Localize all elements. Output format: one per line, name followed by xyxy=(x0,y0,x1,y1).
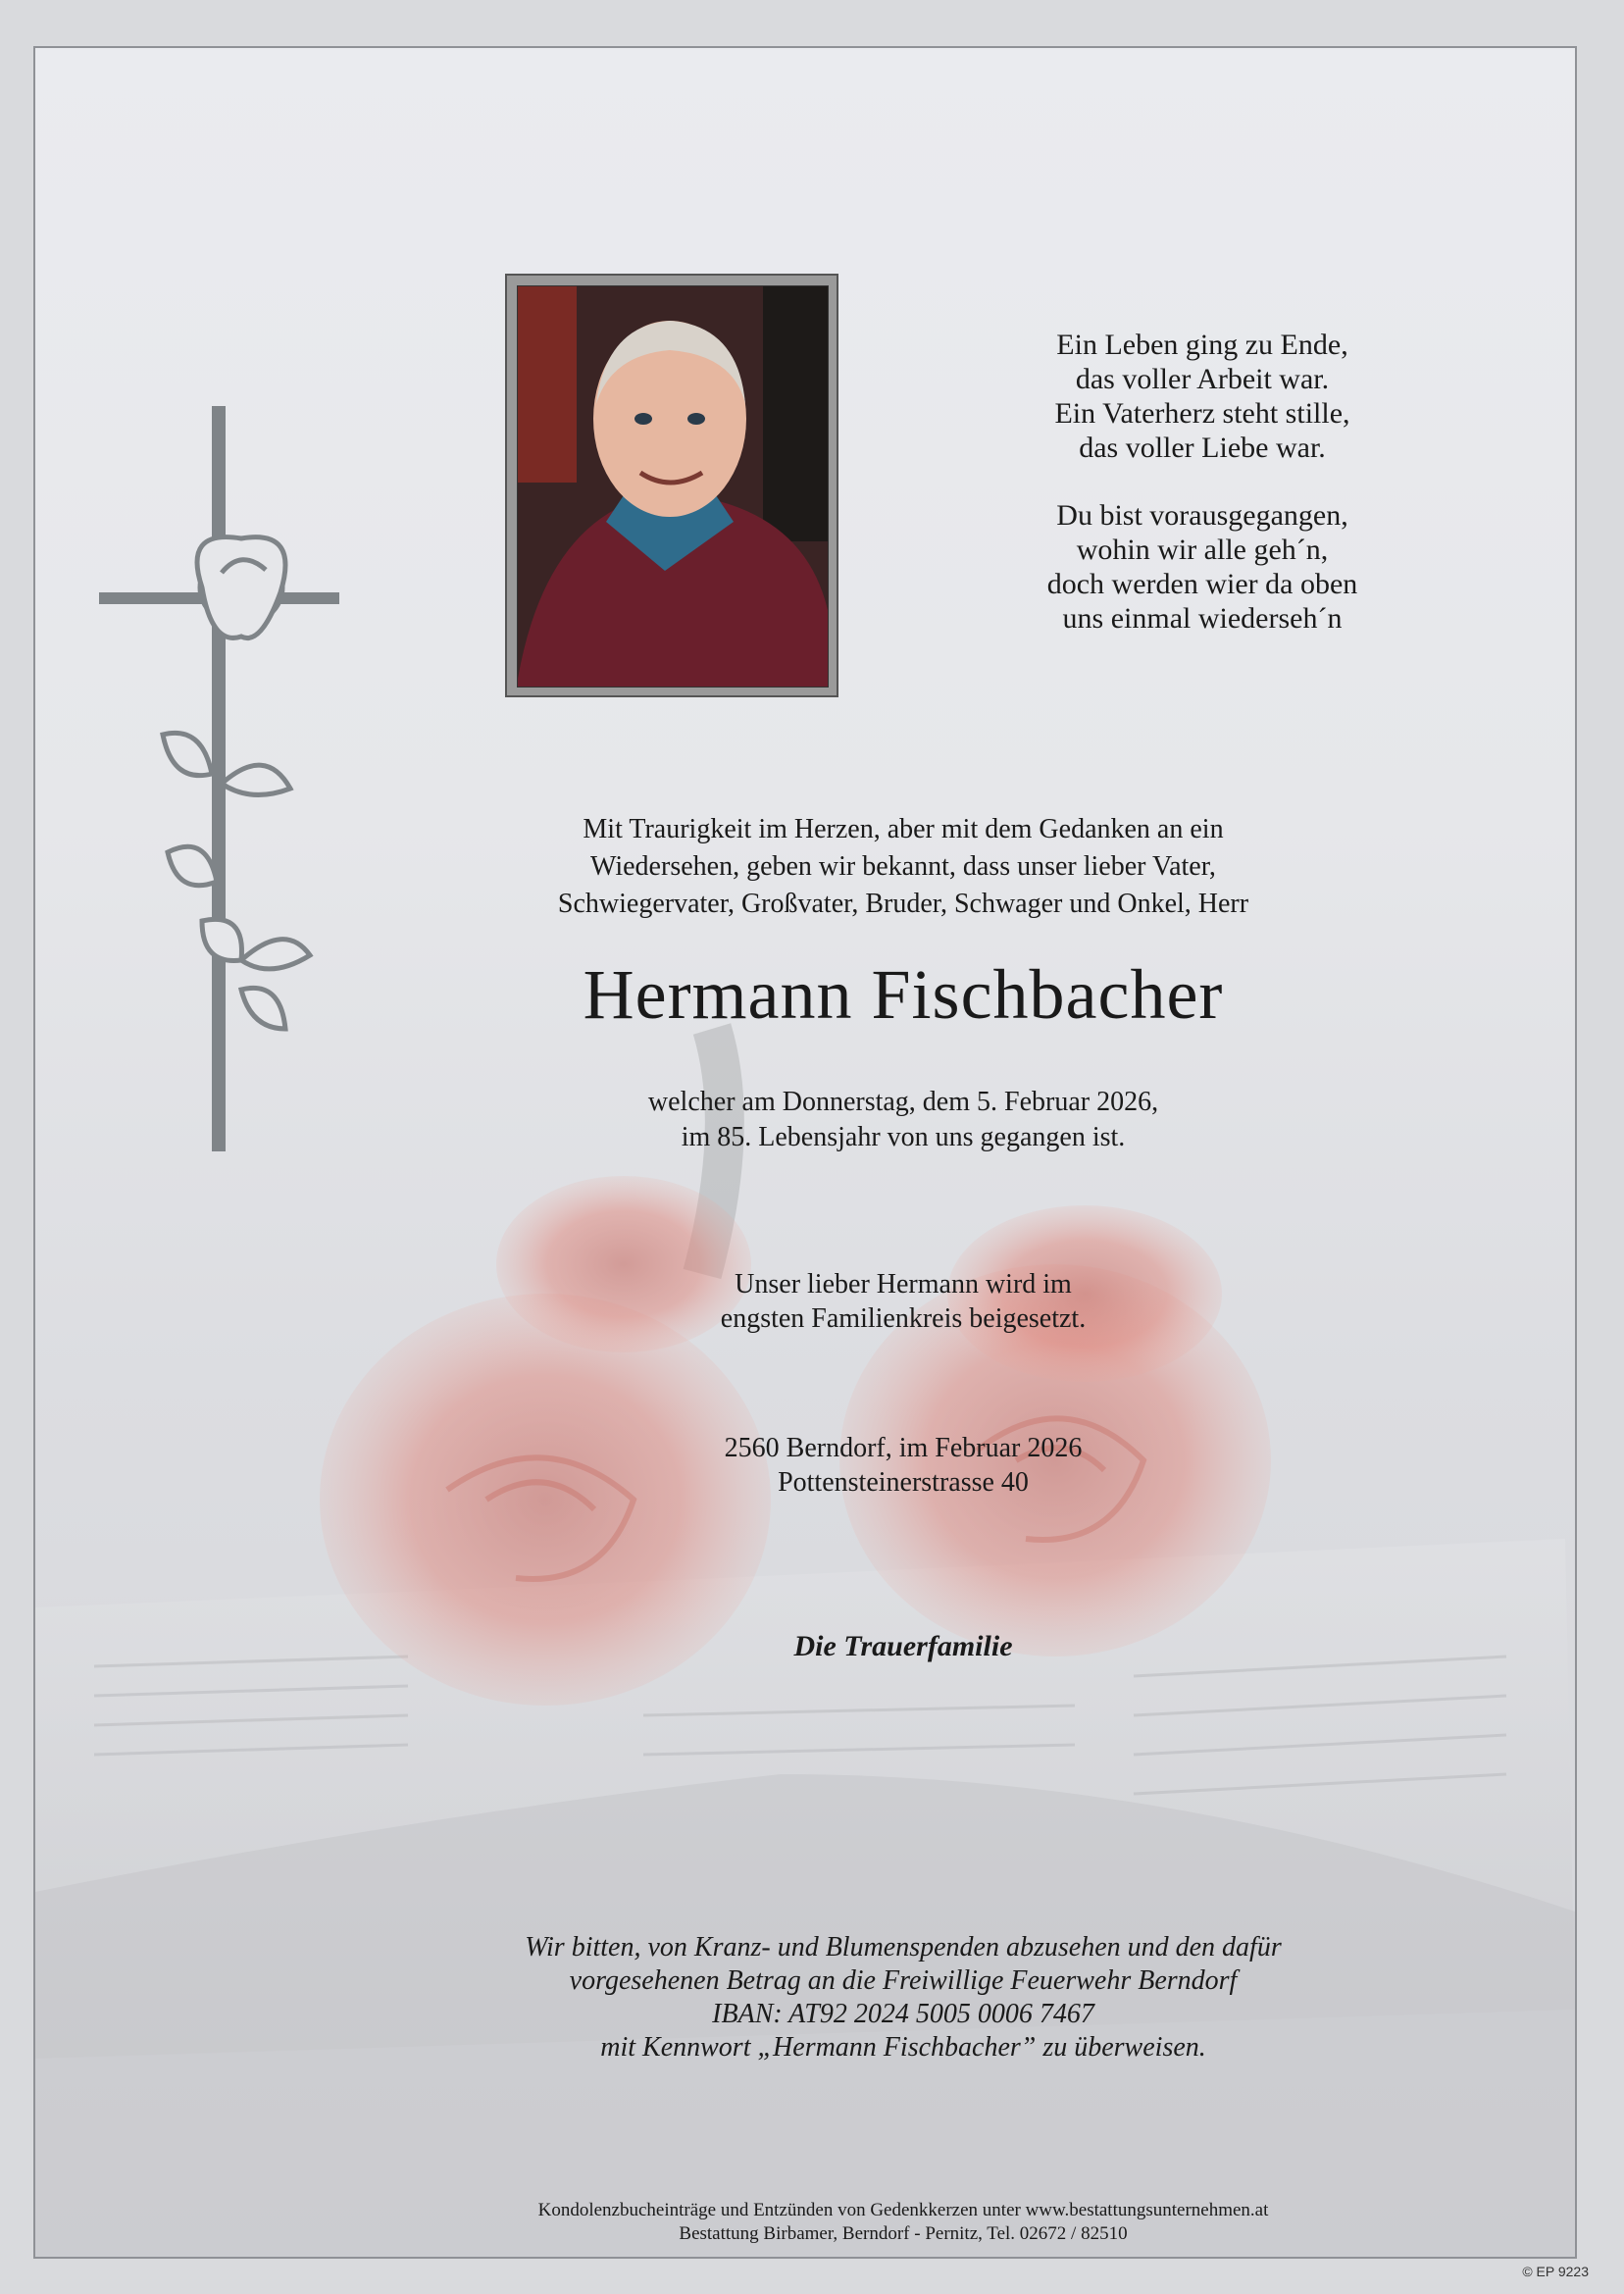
poem-stanza-2: Du bist vorausgegangen, wohin wir alle geh´n, doch werden wier da oben uns einmal wiederseh´n xyxy=(1046,499,1358,635)
donation-request: Wir bitten, von Kranz- und Blumenspenden abzusehen und den dafür vorgesehenen Betrag an die Freiwillige Feuerwehr Berndorf IBAN: AT92 2024 5005 0006 7467 mit Kennwort „Hermann Fischbacher” zu überweisen. xyxy=(525,1932,1282,2063)
deceased-name: Hermann Fischbacher xyxy=(583,955,1224,1034)
death-notice: welcher am Donnerstag, dem 5. Februar 2026, im 85. Lebensjahr von uns gegangen ist. xyxy=(647,1087,1159,1152)
burial-notice: Unser lieber Hermann wird im engsten Familienkreis beigesetzt. xyxy=(720,1269,1087,1334)
family-signature: Die Trauerfamilie xyxy=(793,1630,1013,1662)
cross-with-rose-icon xyxy=(94,401,349,1166)
intro-text: Mit Traurigkeit im Herzen, aber mit dem Gedanken an ein Wiedersehen, geben wir bekannt, dass unser lieber Vater, Schwiegervater, Großvater, Bruder, Schwager und Onkel, Herr xyxy=(557,814,1249,919)
portrait-photo xyxy=(517,285,829,688)
place-date: 2560 Berndorf, im Februar 2026 Pottensteinerstrasse 40 xyxy=(724,1433,1083,1498)
footer-info: Kondolenzbucheinträge und Entzünden von Gedenkkerzen unter www.bestattungsunternehmen.at Bestattung Birbamer, Berndorf - Pernitz, Tel. 02672 / 82510 xyxy=(537,2200,1269,2244)
portrait-photo-frame xyxy=(505,274,838,697)
poem-stanza-1: Ein Leben ging zu Ende, das voller Arbeit war. Ein Vaterherz steht stille, das voller Liebe war. xyxy=(1054,329,1350,464)
poem xyxy=(977,328,1428,669)
obituary-sheet xyxy=(33,46,1577,2259)
copyright-label: © EP 9223 xyxy=(1522,2264,1589,2279)
